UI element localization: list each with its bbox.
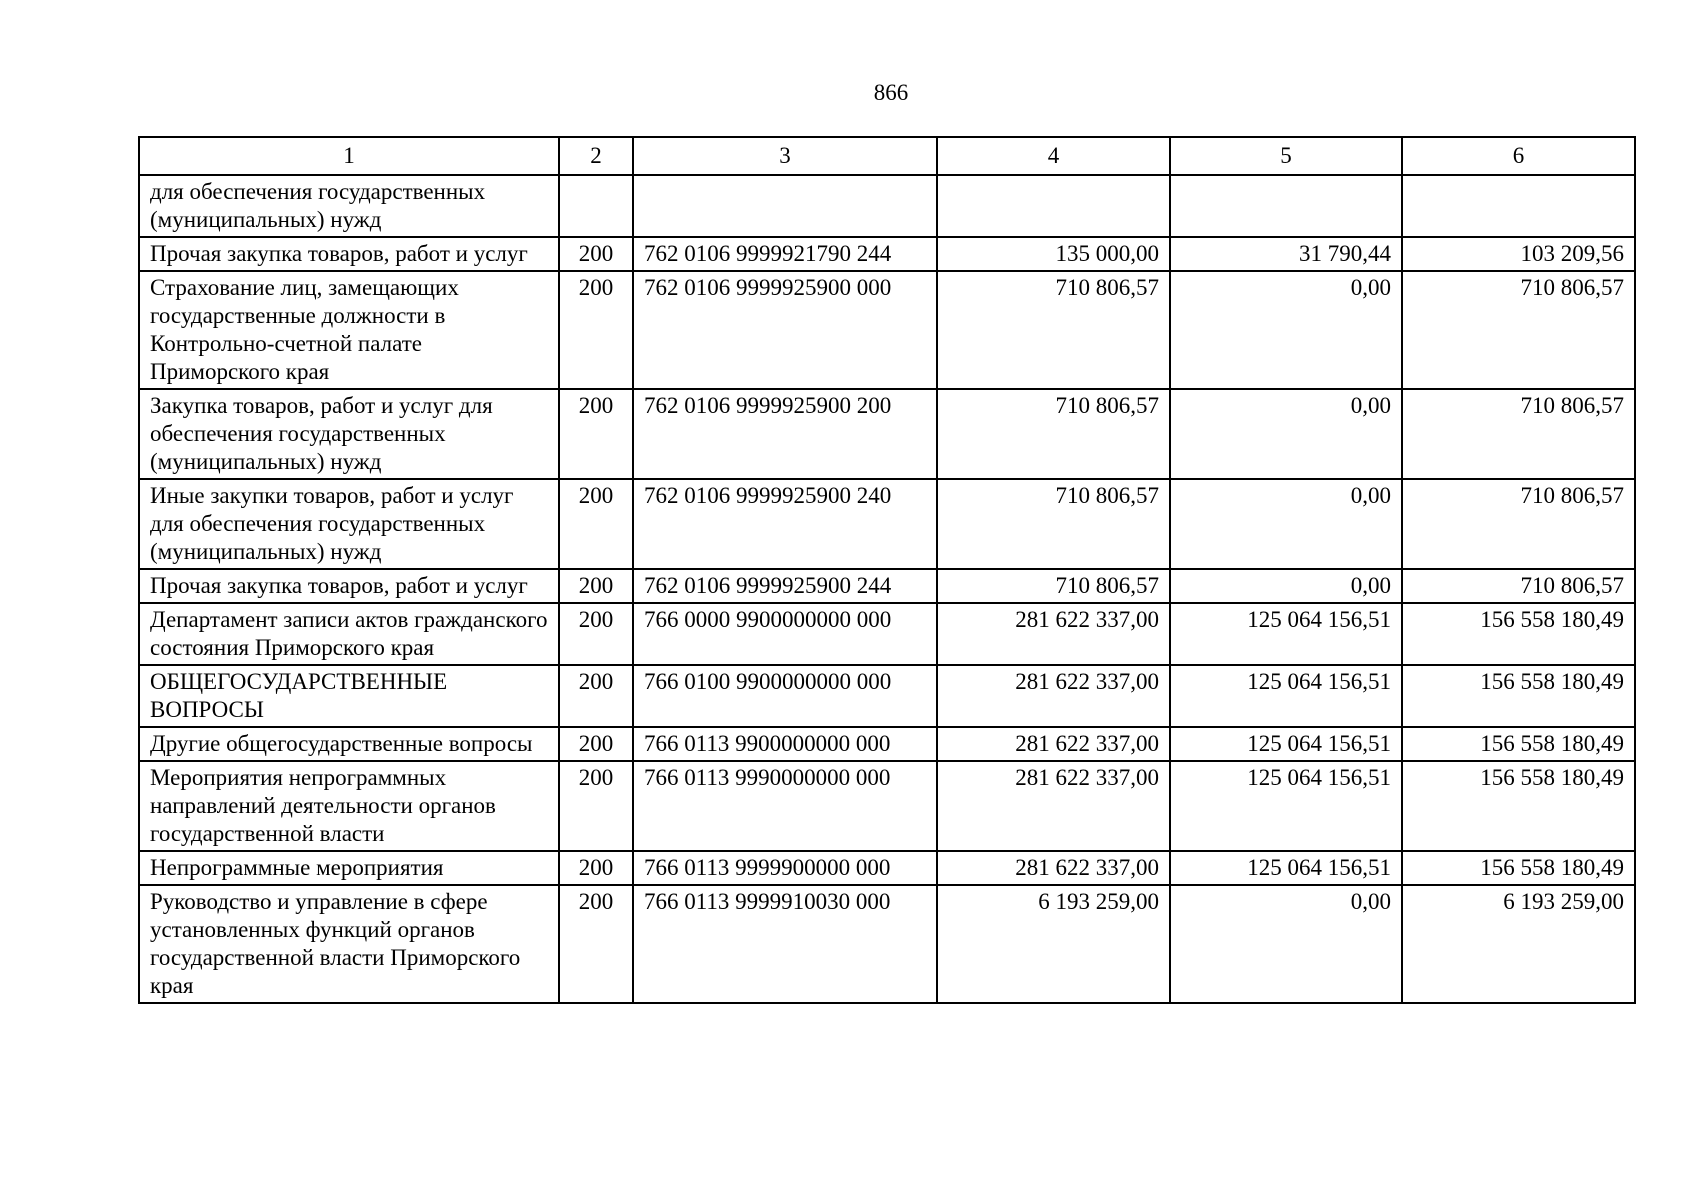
row-plan-amount-cell: 710 806,57 [937, 271, 1170, 389]
table-row [139, 389, 1635, 479]
row-name-cell: Департамент записи актов гражданского состояния Приморского края [139, 603, 559, 665]
row-name-cell: Прочая закупка товаров, работ и услуг [139, 569, 559, 603]
table-header [139, 137, 1635, 175]
row-remainder-amount-cell: 156 558 180,49 [1402, 665, 1635, 727]
row-classification-cell: 766 0113 9999910030 000 [633, 885, 937, 1003]
table-row [139, 727, 1635, 761]
row-code-cell: 200 [559, 727, 633, 761]
row-classification-cell: 766 0113 9990000000 000 [633, 761, 937, 851]
row-code-cell [559, 175, 633, 237]
row-code-cell: 200 [559, 665, 633, 727]
row-executed-amount-cell [1170, 175, 1402, 237]
row-classification-cell: 766 0113 9999900000 000 [633, 851, 937, 885]
row-plan-amount-cell: 710 806,57 [937, 389, 1170, 479]
row-code-cell: 200 [559, 271, 633, 389]
row-name-cell: Иные закупки товаров, работ и услуг для обеспечения государственных (муниципальных) нужд [139, 479, 559, 569]
row-plan-amount-cell: 281 622 337,00 [937, 603, 1170, 665]
row-classification-cell: 762 0106 9999925900 000 [633, 271, 937, 389]
page-number: 866 [873, 80, 909, 105]
row-classification-cell: 762 0106 9999921790 244 [633, 237, 937, 271]
row-executed-amount-cell: 0,00 [1170, 389, 1402, 479]
row-plan-amount-cell: 281 622 337,00 [937, 665, 1170, 727]
row-executed-amount-cell: 0,00 [1170, 479, 1402, 569]
table-row [139, 603, 1635, 665]
row-name-cell: ОБЩЕГОСУДАРСТВЕННЫЕ ВОПРОСЫ [139, 665, 559, 727]
row-plan-amount-cell: 710 806,57 [937, 479, 1170, 569]
column-header: 3 [633, 137, 937, 175]
row-executed-amount-cell: 125 064 156,51 [1170, 761, 1402, 851]
column-header: 5 [1170, 137, 1402, 175]
table-row [139, 479, 1635, 569]
row-code-cell: 200 [559, 237, 633, 271]
table-row [139, 237, 1635, 271]
row-code-cell: 200 [559, 479, 633, 569]
row-remainder-amount-cell: 156 558 180,49 [1402, 603, 1635, 665]
row-plan-amount-cell: 281 622 337,00 [937, 761, 1170, 851]
row-executed-amount-cell: 31 790,44 [1170, 237, 1402, 271]
row-remainder-amount-cell: 710 806,57 [1402, 271, 1635, 389]
row-code-cell: 200 [559, 851, 633, 885]
row-name-cell: Страхование лиц, замещающих государственные должности в Контрольно-счетной палате Приморского края [139, 271, 559, 389]
row-remainder-amount-cell: 156 558 180,49 [1402, 727, 1635, 761]
row-plan-amount-cell: 281 622 337,00 [937, 851, 1170, 885]
row-executed-amount-cell: 125 064 156,51 [1170, 603, 1402, 665]
table-row [139, 885, 1635, 1003]
row-executed-amount-cell: 125 064 156,51 [1170, 851, 1402, 885]
row-remainder-amount-cell [1402, 175, 1635, 237]
row-executed-amount-cell: 125 064 156,51 [1170, 665, 1402, 727]
row-name-cell: Мероприятия непрограммных направлений деятельности органов государственной власти [139, 761, 559, 851]
row-executed-amount-cell: 0,00 [1170, 271, 1402, 389]
row-executed-amount-cell: 125 064 156,51 [1170, 727, 1402, 761]
row-classification-cell: 766 0000 9900000000 000 [633, 603, 937, 665]
table-row [139, 569, 1635, 603]
table-row [139, 851, 1635, 885]
row-code-cell: 200 [559, 885, 633, 1003]
row-classification-cell: 766 0100 9900000000 000 [633, 665, 937, 727]
row-remainder-amount-cell: 156 558 180,49 [1402, 851, 1635, 885]
row-code-cell: 200 [559, 603, 633, 665]
row-name-cell: Прочая закупка товаров, работ и услуг [139, 237, 559, 271]
row-plan-amount-cell [937, 175, 1170, 237]
row-name-cell: Закупка товаров, работ и услуг для обеспечения государственных (муниципальных) нужд [139, 389, 559, 479]
row-remainder-amount-cell: 710 806,57 [1402, 479, 1635, 569]
table-row [139, 271, 1635, 389]
row-plan-amount-cell: 281 622 337,00 [937, 727, 1170, 761]
column-header: 1 [139, 137, 559, 175]
row-executed-amount-cell: 0,00 [1170, 885, 1402, 1003]
row-remainder-amount-cell: 710 806,57 [1402, 389, 1635, 479]
budget-table [138, 136, 1636, 1004]
table-row [139, 175, 1635, 237]
row-remainder-amount-cell: 6 193 259,00 [1402, 885, 1635, 1003]
row-plan-amount-cell: 135 000,00 [937, 237, 1170, 271]
row-classification-cell: 762 0106 9999925900 240 [633, 479, 937, 569]
row-classification-cell [633, 175, 937, 237]
row-code-cell: 200 [559, 569, 633, 603]
row-remainder-amount-cell: 103 209,56 [1402, 237, 1635, 271]
row-code-cell: 200 [559, 761, 633, 851]
table-row [139, 665, 1635, 727]
row-remainder-amount-cell: 156 558 180,49 [1402, 761, 1635, 851]
column-header: 4 [937, 137, 1170, 175]
row-code-cell: 200 [559, 389, 633, 479]
table-row [139, 761, 1635, 851]
row-executed-amount-cell: 0,00 [1170, 569, 1402, 603]
row-classification-cell: 762 0106 9999925900 244 [633, 569, 937, 603]
row-plan-amount-cell: 6 193 259,00 [937, 885, 1170, 1003]
row-classification-cell: 762 0106 9999925900 200 [633, 389, 937, 479]
column-header: 6 [1402, 137, 1635, 175]
row-name-cell: для обеспечения государственных (муниципальных) нужд [139, 175, 559, 237]
row-classification-cell: 766 0113 9900000000 000 [633, 727, 937, 761]
row-name-cell: Непрограммные мероприятия [139, 851, 559, 885]
column-header: 2 [559, 137, 633, 175]
table-body [139, 175, 1635, 1003]
row-name-cell: Руководство и управление в сфере установленных функций органов государственной власти Приморского края [139, 885, 559, 1003]
row-plan-amount-cell: 710 806,57 [937, 569, 1170, 603]
header-row [139, 137, 1635, 175]
row-name-cell: Другие общегосударственные вопросы [139, 727, 559, 761]
row-remainder-amount-cell: 710 806,57 [1402, 569, 1635, 603]
